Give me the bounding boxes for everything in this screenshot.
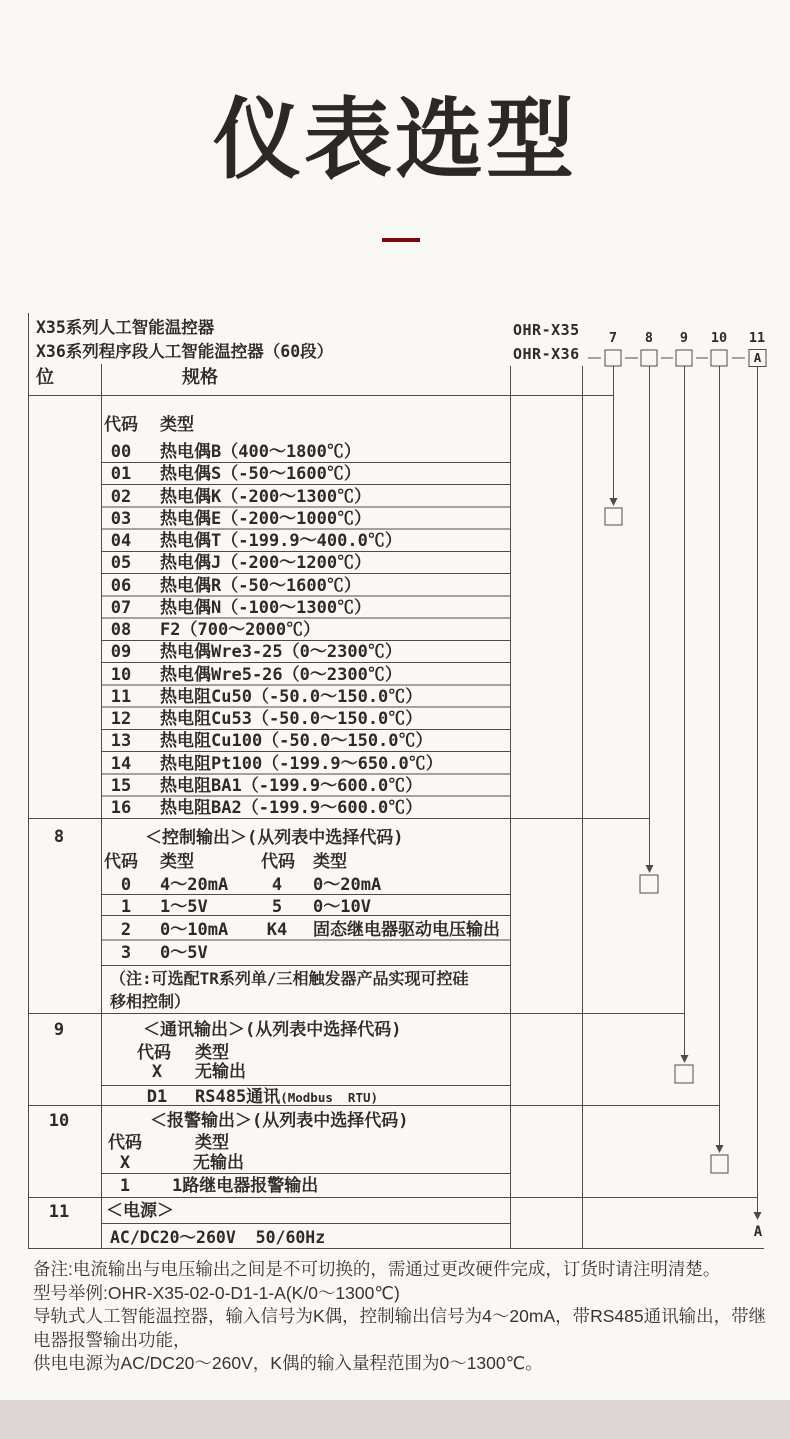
row-type: 热电偶R（-50～1600℃） <box>160 575 361 596</box>
row-code: X <box>151 1062 163 1082</box>
remark-line-2: 型号举例:OHR-X35-02-0-D1-1-A(K/0～1300℃) <box>33 1282 400 1303</box>
row-type: 0～5V <box>160 942 208 963</box>
row-code: 09 <box>110 642 132 662</box>
remark-line-4: 电器报警输出功能， <box>33 1329 191 1350</box>
row-type: 固态继电器驱动电压输出 <box>313 919 500 940</box>
sec7-code-header: 代码 <box>104 415 138 435</box>
row-code: 4 <box>271 875 283 895</box>
row-code: 13 <box>110 731 132 751</box>
row-type: 热电偶T（-199.9～400.0℃） <box>160 531 402 551</box>
section-title-control-output: ＜控制输出＞(从列表中选择代码) <box>145 828 404 848</box>
column-header-spec: 规格 <box>182 367 218 388</box>
model-prefix-x35: OHR-X35 <box>513 321 580 339</box>
row-code: 08 <box>110 620 132 640</box>
section-note-line2: 移相控制） <box>110 991 191 1011</box>
row-code: 12 <box>110 709 132 729</box>
row-type: 热电偶Wre5-26（0～2300℃） <box>160 664 402 685</box>
sec8-type-header-1: 类型 <box>160 852 194 872</box>
power-spec-value: AC/DC20～260V 50/60Hz <box>110 1228 326 1247</box>
remark-line-3: 导轨式人工智能温控器，输入信号为K偶，控制输出信号为4～20mA，带RS485通讯输出，带继 <box>33 1306 767 1326</box>
row-type: 1路继电器报警输出 <box>172 1176 319 1196</box>
sec10-type-header: 类型 <box>195 1133 229 1153</box>
column-header-bit: 位 <box>36 367 54 388</box>
row-type: 热电偶N（-100～1300℃） <box>160 597 372 618</box>
section-bit-number: 11 <box>48 1202 70 1222</box>
section-title-comm-output: ＜通讯输出＞(从列表中选择代码) <box>143 1020 402 1040</box>
section-title-power: ＜电源＞ <box>106 1201 174 1221</box>
row-code: 10 <box>110 664 132 685</box>
row-code: 1 <box>119 1176 131 1196</box>
row-type: 4～20mA <box>160 875 229 895</box>
row-code: 11 <box>110 686 132 707</box>
sec7-type-header: 类型 <box>160 415 194 435</box>
row-type-main: RS485通讯 <box>195 1087 281 1107</box>
remark-line-1: 备注:电流输出与电压输出之间是不可切换的，需通过更改硬件完成，订货时请注明清楚。 <box>33 1259 721 1279</box>
row-type: 热电偶E（-200～1000℃） <box>160 509 372 529</box>
fixed-suffix-code: A <box>753 350 762 365</box>
row-type: 热电偶B（400～1800℃） <box>160 442 361 462</box>
row-type: 热电阻Cu50（-50.0～150.0℃） <box>160 686 423 707</box>
row-type: 1～5V <box>160 897 208 917</box>
row-type: 热电阻Cu53（-50.0～150.0℃） <box>160 709 423 729</box>
row-type: 热电阻Cu100（-50.0～150.0℃） <box>160 731 433 751</box>
section-note-line1: （注:可选配TR系列单/三相触发器产品实现可控硅 <box>110 969 469 988</box>
section-bit-number: 9 <box>53 1020 65 1040</box>
row-type: F2（700～2000℃） <box>160 620 321 640</box>
row-code: 03 <box>110 509 132 529</box>
row-code: 01 <box>110 464 132 484</box>
section-bit-number: 8 <box>53 827 65 847</box>
section-title-alarm-output: ＜报警输出＞(从列表中选择代码) <box>150 1111 409 1131</box>
row-code: 07 <box>110 597 132 618</box>
section-bit-number: 10 <box>48 1111 70 1131</box>
digit-position-label-9: 9 <box>679 330 689 346</box>
series-name-x35: X35系列人工智能温控器 <box>36 318 215 337</box>
row-code: 0 <box>120 875 132 895</box>
remark-line-5: 供电电源为AC/DC20～260V，K偶的输入量程范围为0～1300℃。 <box>33 1353 543 1373</box>
row-type: 0～10V <box>313 897 371 917</box>
digit-position-label-7: 7 <box>608 330 618 346</box>
row-code: X <box>119 1153 131 1173</box>
digit-position-label-10: 10 <box>710 330 728 346</box>
row-type: 无输出 <box>195 1062 246 1082</box>
row-code: 3 <box>120 942 132 963</box>
row-type: 0～20mA <box>313 875 382 895</box>
series-name-x36: X36系列程序段人工智能温控器（60段） <box>36 342 334 361</box>
footer-band <box>0 1400 790 1439</box>
row-code: 1 <box>120 897 132 917</box>
model-prefix-x36: OHR-X36 <box>513 345 580 363</box>
row-type: 0～10mA <box>160 919 229 940</box>
digit-position-label-11: 11 <box>748 330 766 346</box>
row-code: 2 <box>120 919 132 940</box>
row-type: 热电偶J（-200～1200℃） <box>160 553 372 573</box>
sec9-code-header: 代码 <box>137 1043 171 1063</box>
row-code: 04 <box>110 531 132 551</box>
fixed-suffix-code-target: A <box>753 1224 763 1240</box>
row-code: 5 <box>271 897 283 917</box>
row-code: D1 <box>146 1087 168 1107</box>
sec10-code-header: 代码 <box>108 1133 142 1153</box>
row-code: K4 <box>266 919 288 940</box>
row-type <box>195 1088 378 1107</box>
row-type: 热电偶Wre3-25（0～2300℃） <box>160 642 402 662</box>
row-code: 02 <box>110 486 132 507</box>
row-type: 热电偶K（-200～1300℃） <box>160 486 372 507</box>
page-title: 仪表选型 <box>212 90 577 189</box>
sec8-type-header-2: 类型 <box>313 852 347 872</box>
sec9-type-header: 类型 <box>195 1043 229 1063</box>
row-code: 06 <box>110 575 132 596</box>
row-code: 05 <box>110 553 132 573</box>
row-type-detail: (Modbus RTU) <box>280 1090 379 1105</box>
digit-position-label-8: 8 <box>644 330 654 346</box>
row-type: 热电偶S（-50～1600℃） <box>160 464 361 484</box>
sec8-code-header-2: 代码 <box>261 852 295 872</box>
sec8-code-header-1: 代码 <box>104 852 138 872</box>
row-type: 热电阻BA1（-199.9～600.0℃） <box>160 775 423 796</box>
row-code: 16 <box>110 798 132 818</box>
row-type: 无输出 <box>193 1153 244 1173</box>
row-code: 15 <box>110 775 132 796</box>
row-type: 热电阻Pt100（-199.9～650.0℃） <box>160 753 443 774</box>
row-code: 14 <box>110 753 132 774</box>
row-code: 00 <box>110 442 132 462</box>
row-type: 热电阻BA2（-199.9～600.0℃） <box>160 798 423 818</box>
